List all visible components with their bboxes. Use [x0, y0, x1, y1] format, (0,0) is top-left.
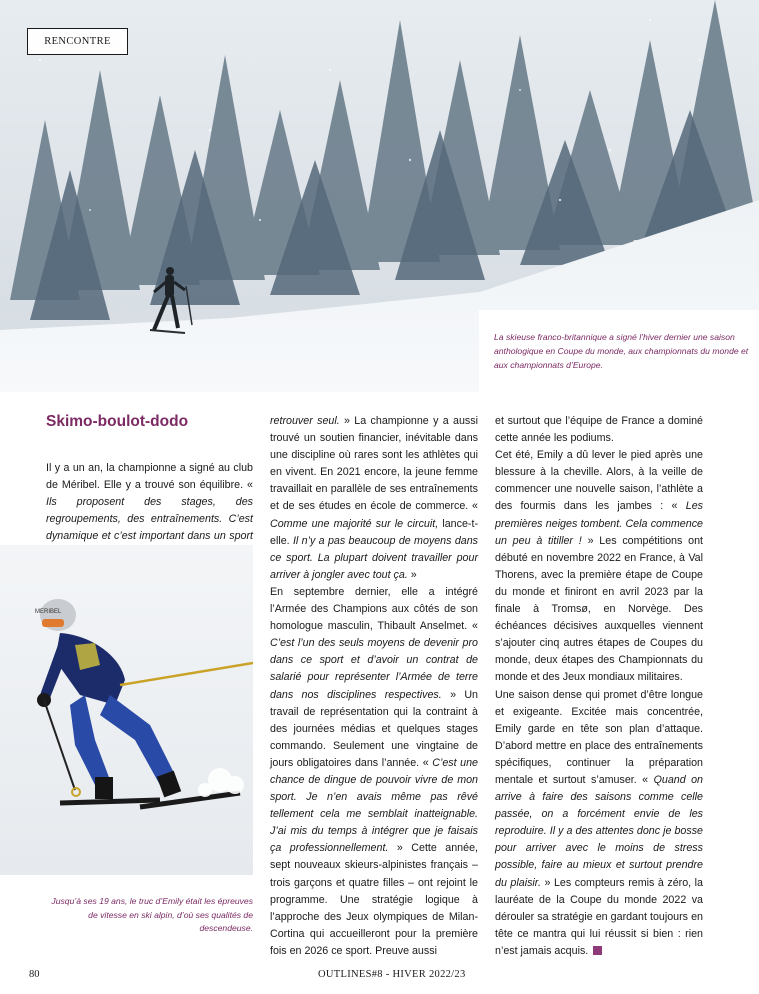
- text-segment: et surtout que l’équipe de France a dominé cette année les podiums.: [495, 415, 703, 445]
- text-segment: Quand on arrive à faire des saisons comme celle passée, on a forcément envie de les reproduire. Il y a des attentes donc je bosse pour arriver avec le moins de stress possible, faire au mieux et surtout prendre du plaisir.: [495, 773, 703, 889]
- text-segment: » Les compteurs remis à zéro, la lauréate de la Coupe du monde 2022 va dérouler sa stratégie en gardant toujours en tête ce mantra qui lui réussit si bien : rien n’est jamais acquis.: [495, 876, 703, 957]
- end-of-article-mark: [593, 946, 602, 955]
- text-segment: Une saison dense qui promet d’être longue et exigeante. Excitée mais concentrée, Emily garde en tête son plan d’attaque. D’abord mettre en place des entraînements spécifiques, continuer la préparation mentale et surtout s’amuser. «: [495, 688, 703, 786]
- skier-photo: [0, 545, 253, 875]
- text-segment: »: [407, 568, 417, 581]
- hero-caption: La skieuse franco-britannique a signé l’hiver dernier une saison anthologique en Coupe du monde, aux championnats du monde et aux championnats d’Europe.: [479, 310, 759, 392]
- text-segment: » Cette année, sept nouveaux skieurs-alpinistes français – trois garçons et quatre filles – ont rejoint le programme. Une stratégie logique à l’approche des Jeux olympiques de Milan-Cortina qui accueilleront pour la première fois en 2026 ce sport. Preuve aussi: [270, 842, 478, 957]
- section-tag: RENCONTRE: [27, 28, 128, 55]
- text-segment: En septembre dernier, elle a intégré l’Armée des Champions aux côtés de son homologue masculin, Thibault Anselmet. «: [270, 585, 478, 633]
- text-segment: Comme une majorité sur le circuit,: [270, 517, 439, 530]
- text-segment: Il n’y a pas beaucoup de moyens dans ce sport. La plupart doivent travailler pour arriver à jongler avec tout ça.: [270, 534, 478, 581]
- skier-photo-caption: Jusqu’à ses 19 ans, le truc d’Emily était les épreuves de vitesse en ski alpin, d’où ses qualités de descendeuse.: [0, 878, 253, 938]
- text-segment: » Les compétitions ont débuté en novembre 2022 en France, à Val Thorens, avec la première étape de Coupe du monde et finiront en avril 2023 par la finale à Tromsø, en Norvège. Des échéances décisives auxquelles viennent s’ajouter cinq autres étapes de Coupes du monde, deux étapes des Championnats du monde et des Jeux mondiaux militaires.: [495, 534, 703, 684]
- text-segment: Cet été, Emily a dû lever le pied après une blessure à la cheville. Alors, à la veille de commencer une nouvelle saison, l’athlète a des fourmis dans les jambes : «: [495, 449, 703, 513]
- article-column-2: [270, 413, 478, 960]
- text-segment: Les premières neiges tombent. Cela commence un peu à titiller !: [495, 500, 703, 547]
- text-segment: » La championne y a aussi trouvé un soutien financier, inévitable dans une discipline où rares sont les athlètes qui en vivent. En 2021 encore, la jeune femme travaillait en parallèle de ses entraînements et de ses études en école de commerce. «: [270, 415, 478, 513]
- magazine-issue: OUTLINES#8 - HIVER 2022/23: [318, 969, 466, 980]
- section-title: Skimo-boulot-dodo: [46, 413, 189, 430]
- bib-text: MERIBEL: [35, 609, 62, 615]
- text-segment: retrouver seul.: [270, 415, 340, 427]
- text-segment: Il y a un an, la championne a signé au club de Méribel. Elle y a trouvé son équilibre. «: [46, 462, 253, 492]
- text-segment: » Un travail de représentation qui la contraint à des journées médias et quelques stages commando. Seulement une vingtaine de jours obligatoires dans l’année. «: [270, 688, 478, 769]
- page-number: 80: [29, 969, 40, 980]
- text-segment: C’est l’un des seuls moyens de devenir pro dans ce sport et d’avoir un contrat de salarié pour représenter l’Armée de terre dans nos disciplines respectives.: [270, 637, 478, 701]
- text-segment: lance-t-elle.: [270, 517, 478, 547]
- text-segment: C’est une chance de dingue de pouvoir vivre de mon sport. Je n’en avais même pas rêvé tellement cela me semblait inatteignable. J’ai mis du temps à intégrer que je faisais ça professionnellement.: [270, 756, 479, 855]
- text-segment: Ils proposent des stages, des regroupements, des entraînements. C’est dynamique et c’est important dans un sport: [46, 496, 253, 543]
- article-column-3: [495, 413, 703, 960]
